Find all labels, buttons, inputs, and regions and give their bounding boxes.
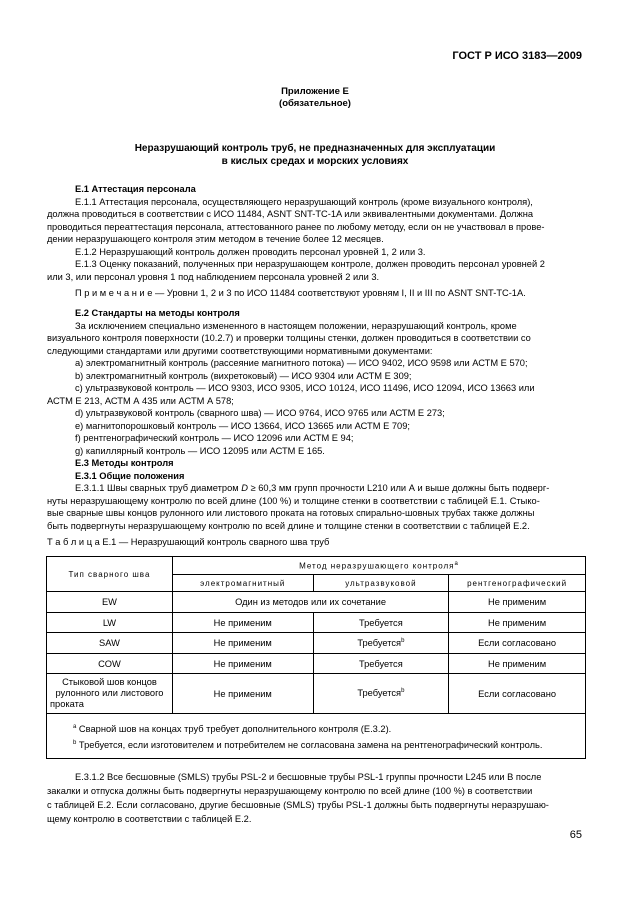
text-line: Е.1.1 Аттестация персонала, осуществляющего неразрушающий контроль (кроме визуального контроля), [75,196,533,207]
text-line: Е.1.3 Оценку показаний, полученных при неразрушающем контроле, должен проводить персонал уровней 2 [75,259,545,269]
col-header-us: ультразвуковой [313,575,449,592]
section-title: Е.2 Стандарты на методы контроля [75,308,240,318]
cell-type: COW [47,654,173,674]
list-item: b) электромагнитный контроль (вихретоковый) — ИСО 9304 или АСТМ Е 309; [75,370,412,381]
text-line: вые сварные швы концов рулонного или листового проката на готовых спирально-шовных трубах также должны [47,508,535,518]
cell-us: Требуется$^b$ [313,674,449,714]
list-item: a) электромагнитный контроль (рассеяние магнитного потока) — ИСО 9402, ИСО 9598 или АСТМ Е 570; [75,358,528,368]
table-caption-text: Е.1 — Неразрушающий контроль сварного шва труб [99,537,330,547]
cell-rg: Не применим [449,592,586,613]
list-item: c) ультразвуковой контроль — ИСО 9303, ИСО 9305, ИСО 10124, ИСО 11496, ИСО 12094, ИСО 13663 или [75,383,535,393]
table-caption-label: Т а б л и ц а [47,537,100,547]
col-header-em: электромагнитный [172,575,313,592]
section-title: Е.3 Методы контроля [75,458,174,468]
text-line: закалки и отпуска должны быть подвергнуты неразрушающему контролю по всей длине (100 %) в соответствии [47,786,533,796]
subsection-title: Е.3.1 Общие положения [75,470,185,481]
section-e312 [47,770,583,826]
appendix-title: Приложение Е [281,86,349,97]
col-header-rg: рентгенографический [449,575,586,592]
page-number: 65 [569,829,582,841]
cell-type: SAW [47,633,173,654]
cell-em: Не применим [172,654,313,674]
cell-em: Не применим [172,674,313,714]
note [47,287,583,300]
table-footnotes [47,714,586,759]
cell-us: Требуется [313,654,449,674]
text-line: следующими стандартами или другими соответствующими нормативными документами: [47,345,433,356]
ndt-table [46,556,586,759]
cell-rg: Если согласовано [449,674,586,714]
text-line: Е.3.1.2 Все бесшовные (SMLS) трубы PSL-2 и бесшовные трубы PSL-1 группы прочности L245 или В после [75,772,542,782]
cell-type: LW [47,613,173,633]
text-line: проводиться переаттестация персонала, аттестованного ранее по любому методу, если он не участвовал в прове- [47,221,545,232]
cell-rg: Не применим [449,654,586,674]
cell-em: Не применим [172,633,313,654]
text-line: Е.1.2 Неразрушающий контроль должен проводить персонал уровней 1, 2 или 3. [75,246,426,257]
cell-rg: Не применим [449,613,586,633]
col-header-method: Метод неразрушающего контроля$^a$ [172,557,585,575]
note-label: П р и м е ч а н и е [75,288,153,298]
cell-merged: Один из методов или их сочетание [172,592,448,613]
section-e1 [47,183,583,283]
list-item: g) капиллярный контроль — ИСО 12095 или АСТМ Е 165. [75,445,325,456]
note-text: — Уровни 1, 2 и 3 по ИСО 11484 соответствуют уровням I, II и III по ASNT SNT-TC-1A. [152,288,526,298]
diameter-variable: D [241,483,248,493]
heading-line-2: в кислых средах и морских условиях [221,156,409,167]
footnote-mark: b [401,637,405,644]
text-line: или 3, или персонал уровня 1 под наблюдением персонала уровней 2 или 3. [47,271,380,282]
cell-us: Требуется$^b$ [313,633,449,654]
text-line: нуты неразрушающему контролю по всей длине (100 %) и толщине стенки в соответствии с таблицей Е.1. Стыко- [47,495,540,506]
text-line: с таблицей Е.2. Если согласовано, другие бесшовные (SMLS) трубы PSL-1 должны быть подвергнуты неразрушаю- [47,800,549,810]
table-footnotes-row [47,714,586,759]
col-header-weld-type: Тип сварного шва [47,557,173,592]
table-row [47,592,586,613]
cell-type: Стыковой шов концов рулонного или листового проката [47,674,173,714]
cell-us: Требуется [313,613,449,633]
list-item: e) магнитопорошковый контроль — ИСО 13664, ИСО 13665 или АСТМ Е 709; [75,420,410,431]
text-line: За исключением специально измененного в настоящем положении, неразрушающий контроль, кроме [75,320,517,331]
table-row [47,613,586,633]
footnote: $^a$ Сварной шов на концах труб требует дополнительного контроля (Е.3.2). [73,724,392,735]
list-item: d) ультразвуковой контроль (сварного шва) — ИСО 9764, ИСО 9765 или АСТМ Е 273; [75,408,445,418]
footnote-mark: a [454,560,459,567]
table-row [47,674,586,714]
cell-type: EW [47,592,173,613]
text-line: быть подвергнуты неразрушающему контролю по всей длине и толщине стенки в соответствии с таблицей Е.2. [47,520,530,531]
table-row [47,633,586,654]
table-caption [47,537,329,547]
text-line: Е.3.1.1 Швы сварных труб диаметром [75,483,242,493]
document-header: ГОСТ Р ИСО 3183—2009 [452,50,582,62]
text-line: дении неразрушающего контроля этим методом в течение более 12 месяцев. [47,234,384,244]
heading-line-1: Неразрушающий контроль труб, не предназначенных для эксплуатации [134,143,496,154]
text-line: щему контролю в соответствии с таблицей Е.2. [47,814,252,824]
text-line: должна проводиться в соответствии с ИСО 11484, ASNT SNT-TC-1A или эквивалентными документами. Должна [47,209,534,219]
footnote: $^b$ Требуется, если изготовителем и потребителем не согласована замена на рентгенографический контроль. [73,740,543,751]
cell-em: Не применим [172,613,313,633]
section-title: Е.1 Аттестация персонала [75,184,196,194]
list-item: АСТМ Е 213, АСТМ А 435 или АСТМ А 578; [47,395,234,406]
appendix-status: (обязательное) [279,98,351,109]
cell-rg: Если согласовано [449,633,586,654]
text-line: ≥ 60,3 мм групп прочности L210 или А и выше должны быть подверг- [247,483,550,493]
list-item: f) рентгенографический контроль — ИСО 12096 или АСТМ Е 94; [75,433,354,443]
footnote-mark: b [401,688,405,695]
table-row [47,654,586,674]
text-line: визуального контроля поверхности (10.2.7) и проверки толщины стенки, должен проводиться в соответствии со [47,333,531,343]
table-wrapper [46,556,586,759]
section-e2 [47,307,583,532]
